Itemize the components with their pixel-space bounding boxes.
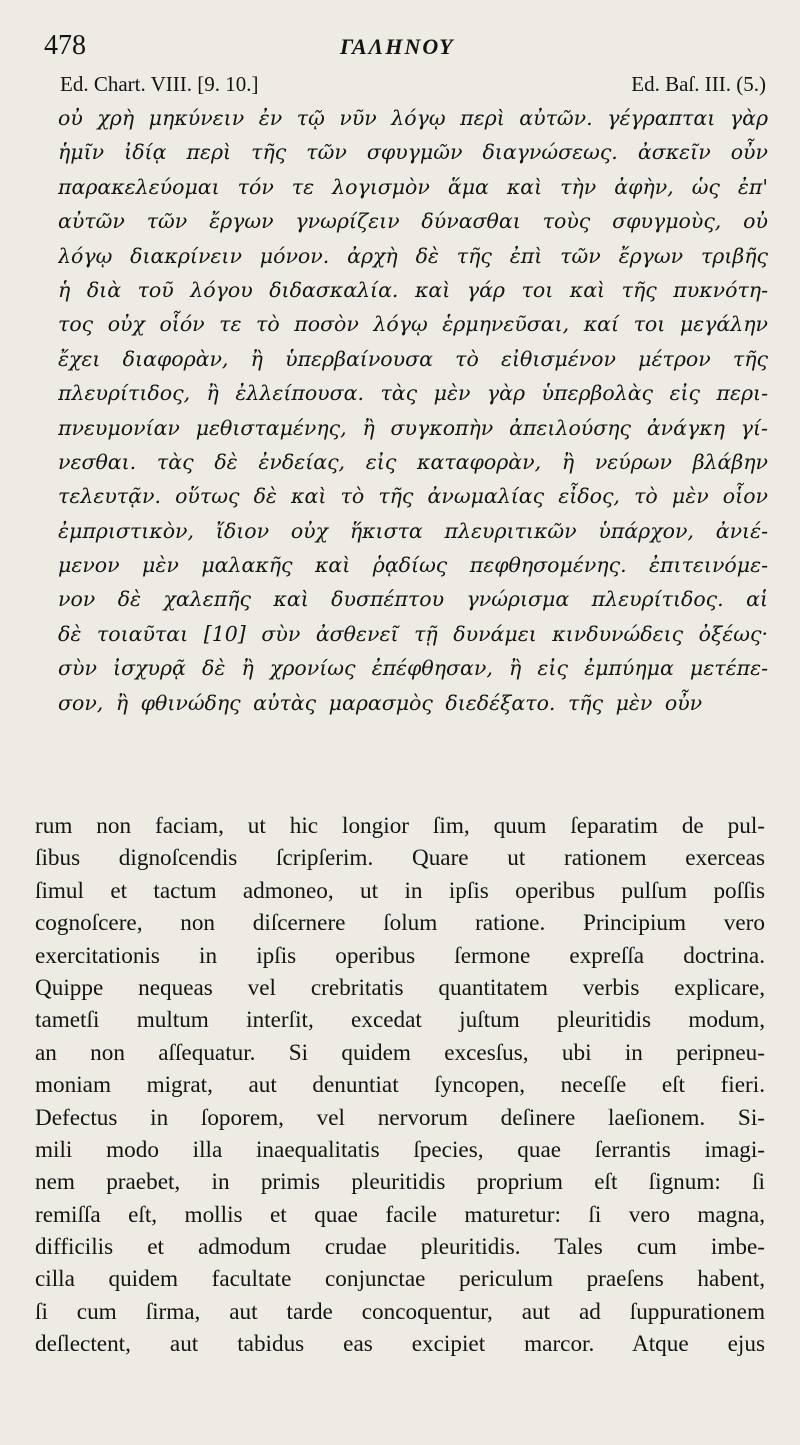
latin-line: moniam migrat, aut denuntiat ſyncopen, neceſſe eſt fieri.	[35, 1072, 765, 1099]
latin-line: cilla quidem facultate conjunctae periculum praeſens habent,	[35, 1266, 765, 1293]
latin-line: Quippe nequeas vel crebritatis quantitatem verbis explicare,	[35, 974, 765, 1001]
greek-line: τος οὐχ οἷόν τε τὸ ποσὸν λόγῳ ἑρμηνεῦσαι, καί τοι μεγάλην	[58, 312, 768, 337]
greek-line: οὐ χρὴ μηκύνειν ἐν τῷ νῦν λόγῳ περὶ αὐτῶν. γέγραπται γὰρ	[58, 106, 768, 130]
greek-line: σὺν ἰσχυρᾷ δὲ ἢ χρονίως ἐπέφθησαν, ἢ εἰς ἐμπύημα μετέπε-	[58, 656, 768, 681]
latin-line: ſibus dignoſcendis ſcripſerim. Quare ut rationem exerceas	[35, 845, 765, 872]
latin-line: ſi cum ſirma, aut tarde concoquentur, aut ad ſuppurationem	[35, 1298, 765, 1325]
greek-line: αὐτῶν τῶν ἔργων γνωρίζειν δύνασθαι τοὺς σφυγμοὺς, οὐ	[58, 209, 768, 234]
greek-line: λόγῳ διακρίνειν μόνον. ἀρχὴ δὲ τῆς ἐπὶ τῶν ἔργων τριβῆς	[58, 243, 768, 268]
latin-line: Defectus in ſoporem, vel nervorum deſinere laeſionem. Si-	[35, 1104, 765, 1131]
latin-line: rum non faciam, ut hic longior ſim, quum ſeparatim de pul-	[35, 813, 765, 839]
greek-line: νεσθαι. τὰς δὲ ἐνδείας, εἰς καταφορὰν, ἢ νεύρων βλάβην	[58, 449, 768, 474]
page-number: 478	[44, 30, 86, 61]
greek-line: δὲ τοιαῦται [10] σὺν ἀσθενεῖ τῇ δυνάμει κινδυνώδεις ὀξέως·	[58, 621, 768, 646]
greek-line: πλευρίτιδος, ἢ ἐλλείπουσα. τὰς μὲν γὰρ ὑπερβολὰς εἰς περι-	[58, 381, 768, 406]
greek-line: ἡ διὰ τοῦ λόγου διδασκαλία. καὶ γάρ τοι καὶ τῆς πυκνότη-	[58, 277, 768, 302]
greek-line: μενον μὲν μαλακῆς καὶ ῥᾳδίως πεφθησομένης. ἐπιτεινόμε-	[58, 553, 768, 578]
latin-line: tametſi multum interſit, excedat juſtum pleuritidis modum,	[35, 1007, 765, 1034]
greek-line: σον, ἢ φθινώδης αὐτὰς μαρασμὸς διεδέξατο. τῆς μὲν οὖν	[58, 690, 703, 715]
running-title: ΓΑΛΗΝΟΥ	[340, 34, 455, 59]
greek-line: πνευμονίαν μεθισταμένης, ἢ συγκοπὴν ἀπειλούσης ἀνάγκη γί-	[58, 415, 768, 440]
latin-text-block	[35, 810, 765, 1361]
greek-line: ἐμπριστικὸν, ἴδιον οὐχ ἥκιστα πλευριτικῶν ὑπάρχον, ἀνιέ-	[58, 518, 768, 543]
latin-line: mili modo illa inaequalitatis ſpecies, quae ſerrantis imagi-	[35, 1136, 765, 1163]
edition-chartier-reference: Ed. Chart. VIII. [9. 10.]	[60, 72, 259, 96]
greek-line: ἡμῖν ἰδίᾳ περὶ τῆς τῶν σφυγμῶν διαγνώσεως. ἀσκεῖν οὖν	[58, 140, 768, 165]
greek-line: παρακελεύομαι τόν τε λογισμὸν ἅμα καὶ τὴν ἀφὴν, ὡς ἐπ'	[58, 174, 768, 199]
page-header	[44, 30, 760, 70]
latin-line: cognoſcere, non diſcernere ſolum ratione. Principium vero	[35, 910, 765, 937]
greek-line: ἔχει διαφορὰν, ἢ ὑπερβαίνουσα τὸ εἰθισμένον μέτρον τῆς	[58, 346, 768, 371]
latin-line: deſlectent, aut tabidus eas excipiet marcor. Atque ejus	[35, 1331, 765, 1358]
latin-line: remiſſa eſt, mollis et quae facile maturetur: ſi vero magna,	[35, 1201, 765, 1228]
latin-line: exercitationis in ipſis operibus ſermone expreſſa doctrina.	[35, 942, 765, 969]
latin-line: ſimul et tactum admoneo, ut in ipſis operibus pulſum poſſis	[35, 877, 765, 904]
latin-line: nem praebet, in primis pleuritidis proprium eſt ſignum: ſi	[35, 1169, 765, 1196]
latin-line: difficilis et admodum crudae pleuritidis. Tales cum imbe-	[35, 1234, 765, 1261]
greek-text-block	[58, 101, 768, 720]
latin-line: an non aſſequatur. Si quidem excesſus, ubi in peripneu-	[35, 1039, 765, 1066]
greek-line: τελευτᾷν. οὕτως δὲ καὶ τὸ τῆς ἀνωμαλίας εἶδος, τὸ μὲν οἷον	[58, 484, 768, 509]
edition-basel-reference: Ed. Baſ. III. (5.)	[631, 72, 766, 96]
edition-reference-line	[60, 72, 766, 102]
greek-line: νον δὲ χαλεπῆς καὶ δυσπέπτου γνώρισμα πλευρίτιδος. αἱ	[58, 587, 768, 612]
